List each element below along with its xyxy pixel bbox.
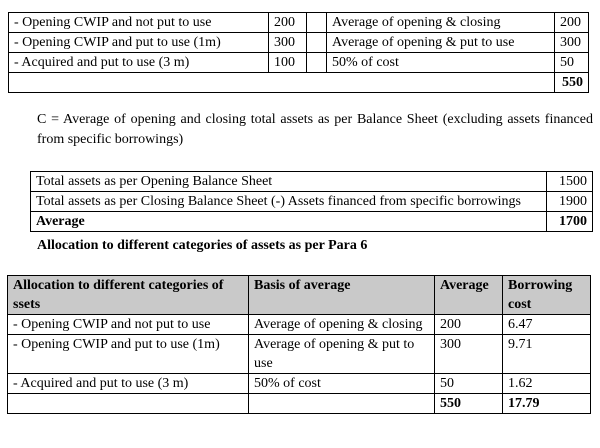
total-assets-table: [30, 171, 593, 232]
header-row: [8, 276, 591, 315]
total-value: 550: [555, 73, 589, 93]
table-row: [31, 192, 593, 212]
row-cost: 6.47: [503, 315, 591, 335]
row-cost: 9.71: [503, 335, 591, 374]
header-allocation: Allocation to different categories of ssets: [8, 276, 249, 315]
average-label: Average: [31, 212, 547, 232]
row-label: - Opening CWIP and put to use (1m): [9, 33, 269, 53]
row-amount: 200: [269, 13, 307, 33]
total-spacer: [249, 394, 435, 414]
total-spacer: [8, 394, 249, 414]
row-label: - Opening CWIP and not put to use: [8, 315, 249, 335]
total-cost: 17.79: [503, 394, 591, 414]
row-label: - Acquired and put to use (3 m): [9, 53, 269, 73]
cwip-table: [8, 12, 589, 93]
row-value: 1900: [547, 192, 593, 212]
total-spacer: [9, 73, 555, 93]
row-label: Total assets as per Closing Balance Sheet (-) Assets financed from specific borrowings: [31, 192, 547, 212]
row-average: 200: [435, 315, 503, 335]
row-amount: 100: [269, 53, 307, 73]
row-label: - Opening CWIP and not put to use: [9, 13, 269, 33]
spacer-cell: [307, 53, 327, 73]
total-row: [8, 394, 591, 414]
spacer-cell: [307, 33, 327, 53]
spacer-cell: [307, 13, 327, 33]
row-basis: 50% of cost: [327, 53, 555, 73]
row-value: 1500: [547, 172, 593, 192]
row-basis: 50% of cost: [249, 374, 435, 394]
table-row: [8, 335, 591, 374]
row-basis: Average of opening & closing: [249, 315, 435, 335]
allocation-table: [7, 275, 591, 414]
row-value: 50: [555, 53, 589, 73]
row-value: 200: [555, 13, 589, 33]
row-value: 300: [555, 33, 589, 53]
table-row: [31, 172, 593, 192]
row-average: 300: [435, 335, 503, 374]
row-basis: Average of opening & put to use: [327, 33, 555, 53]
average-row: [31, 212, 593, 232]
section-heading: Allocation to different categories of assets as per Para 6: [37, 238, 368, 253]
row-basis: Average of opening & put to use: [249, 335, 435, 374]
header-average: Average: [435, 276, 503, 315]
header-borrowing-cost: Borrowing cost: [503, 276, 591, 315]
row-basis: Average of opening & closing: [327, 13, 555, 33]
formula-paragraph: C = Average of opening and closing total assets as per Balance Sheet (excluding assets financed from specific borrowings): [37, 112, 593, 147]
row-label: - Opening CWIP and put to use (1m): [8, 335, 249, 374]
total-row: [9, 73, 589, 93]
header-basis: Basis of average: [249, 276, 435, 315]
table-row: [9, 33, 589, 53]
table-row: [9, 53, 589, 73]
row-average: 50: [435, 374, 503, 394]
row-cost: 1.62: [503, 374, 591, 394]
row-label: Total assets as per Opening Balance Sheet: [31, 172, 547, 192]
table-row: [8, 315, 591, 335]
total-average: 550: [435, 394, 503, 414]
row-amount: 300: [269, 33, 307, 53]
row-label: - Acquired and put to use (3 m): [8, 374, 249, 394]
table-row: [9, 13, 589, 33]
average-value: 1700: [547, 212, 593, 232]
table-row: [8, 374, 591, 394]
